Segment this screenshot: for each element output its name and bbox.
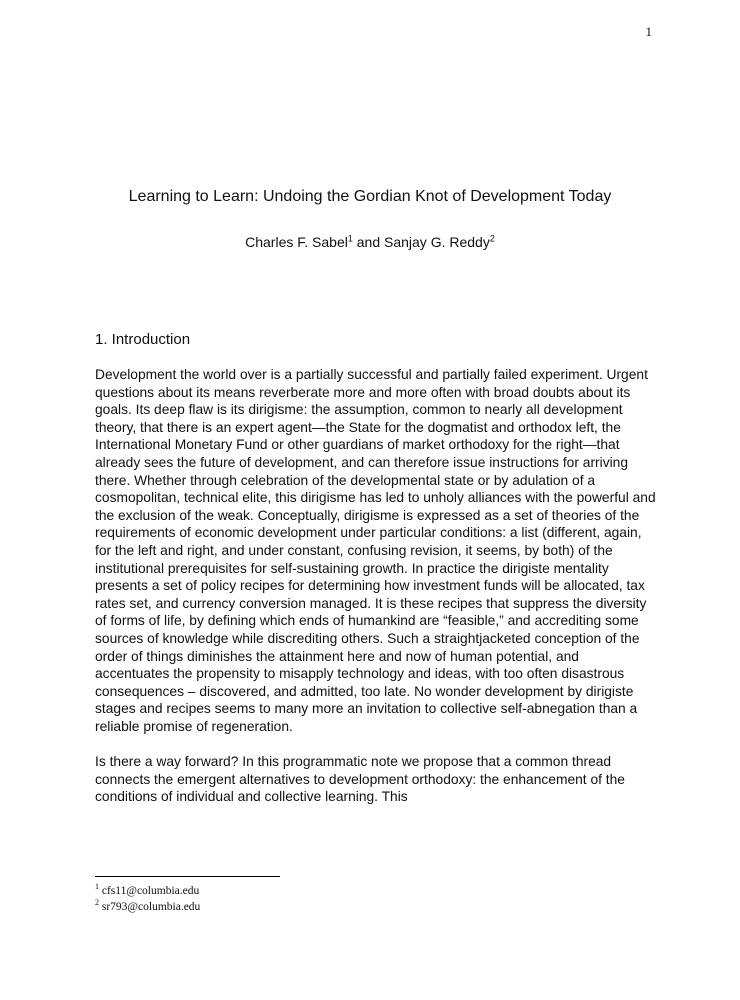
footnote-1 — [95, 884, 657, 900]
authors-line — [0, 234, 740, 250]
paragraph-1: Development the world over is a partially successful and partially failed experiment. Urgent questions about its means reverberate more and more often with broad doubts about its goals. Its deep flaw is its dirigisme: the assumption, common to nearly all development theory, that there is an expert agent—the State for the dogmatist and orthodox left, the International Monetary Fund or other guardians of market orthodoxy for the right—that already sees the future of development, and can therefore issue instructions for arriving there. Whether through celebration of the developmental state or by adulation of a cosmopolitan, technical elite, this dirigisme has led to unholy alliances with the powerful and the exclusion of the weak. Conceptually, dirigisme is expressed as a set of theories of the requirements of economic development under particular conditions: a list (different, again, for the left and right, and under constant, confusing revision, it seems, by both) of the institutional prerequisites for self-sustaining growth. In practice the dirigiste mentality presents a set of policy recipes for determining how investment funds will be allocated, tax rates set, and currency conversion managed. It is these recipes that suppress the diversity of forms of life, by defining which ends of humankind are “feasible,” and accrediting some sources of knowledge while discrediting others. Such a straightjacketed conception of the order of things diminishes the attainment here and now of human potential, and accentuates the propensity to misapply technology and ideas, with too often disastrous consequences – discovered, and admitted, too late. No wonder development by dirigiste stages and recipes seems to many more an invitation to collective self-abnegation than a reliable promise of regeneration. — [95, 367, 656, 734]
author-2-footnote-ref: 2 — [489, 233, 495, 244]
body-content — [95, 366, 657, 823]
footnote-separator — [95, 876, 280, 877]
section-heading-introduction: 1. Introduction — [95, 331, 191, 348]
footnote-area — [95, 876, 657, 915]
footnote-1-text: cfs11@columbia.edu — [101, 885, 200, 897]
footnote-2 — [95, 897, 657, 916]
paper-title: Learning to Learn: Undoing the Gordian Knot of Development Today — [128, 188, 612, 205]
author-1-name: Charles F. Sabel — [245, 234, 348, 250]
footnote-2-marker: 2 — [95, 897, 99, 907]
page-number: 1 — [645, 24, 652, 39]
footnote-1-marker: 1 — [95, 882, 99, 892]
paragraph-2: Is there a way forward? In this programmatic note we propose that a common thread connects the emergent alternatives to development orthodoxy: the enhancement of the conditions of individual and collective learning. This — [95, 754, 625, 805]
author-2-name: Sanjay G. Reddy — [384, 234, 490, 250]
footnote-2-text: sr793@columbia.edu — [101, 900, 201, 913]
authors-connector: and — [352, 234, 384, 250]
author-1-footnote-ref: 1 — [347, 233, 353, 244]
